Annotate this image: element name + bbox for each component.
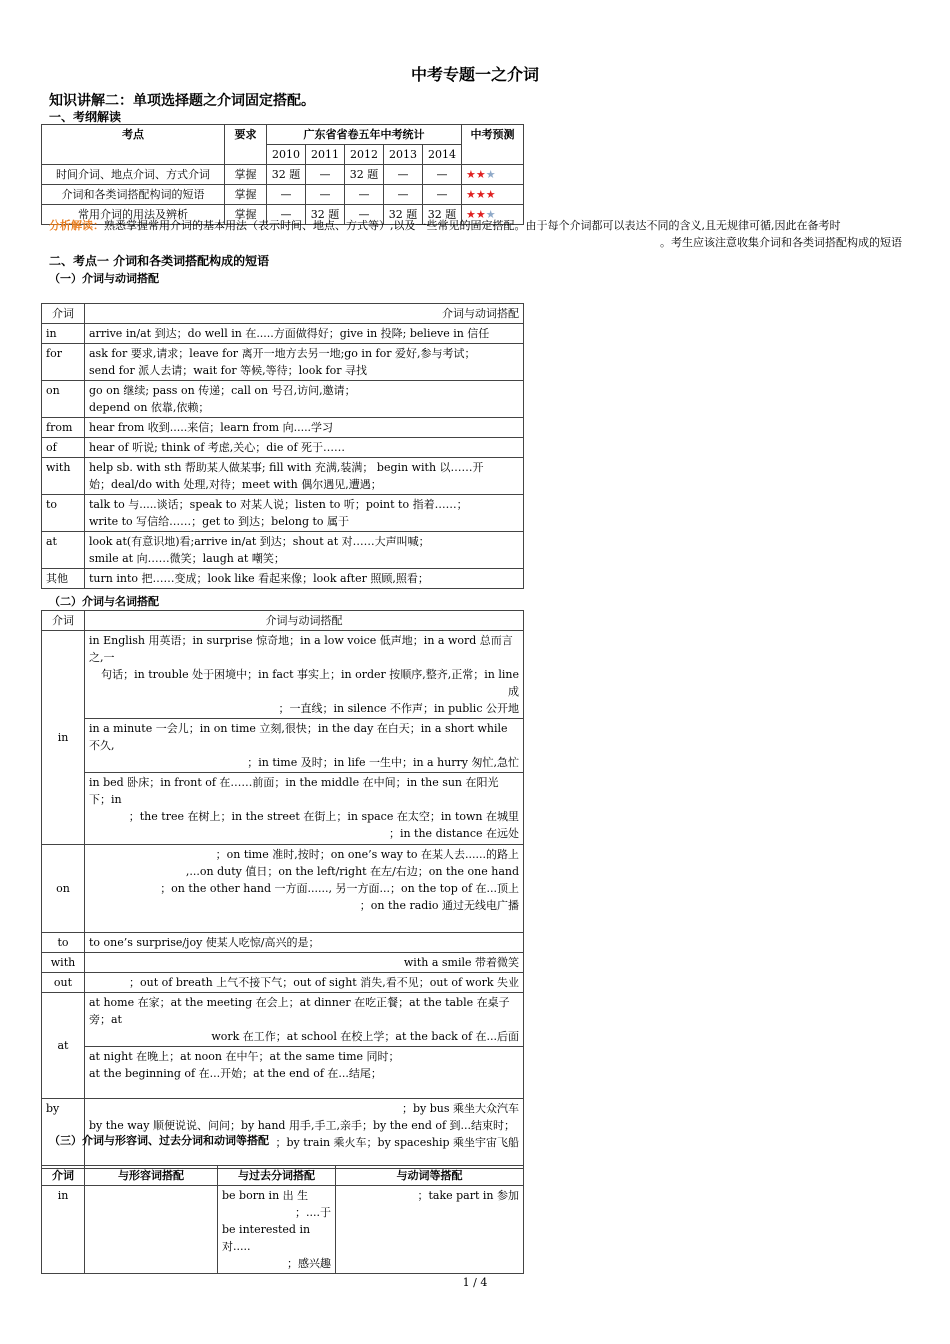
- header-requirement: 要求: [225, 125, 267, 165]
- adj-collocation-table: [41, 1165, 524, 1274]
- header-collocation: 介词与动词搭配: [85, 611, 524, 631]
- table-row: [42, 438, 524, 458]
- collocation-cell: turn into 把……变成；look like 看起来像；look after 照顾,照看；: [85, 569, 524, 589]
- collocation-cell: ；by bus 乘坐大众汽车 by the way 顺便说说、问问；by hand 用手,手工,亲手；by the end of 到...结束时； ；by train 乘火车；by spaceship 乘坐宇宙飞船: [85, 1099, 524, 1169]
- stat-cell: —: [267, 205, 306, 225]
- part2-heading: 二、考点一 介词和各类词搭配构成的短语: [49, 254, 270, 268]
- header-adj: 与形容词搭配: [85, 1166, 218, 1186]
- sub2-heading: （二）介词与名词搭配: [49, 595, 159, 608]
- collocation-cell: look at(有意识地)看;arrive in/at 到达；shout at 对……大声叫喊； smile at 向……微笑；laugh at 嘲笑；: [85, 532, 524, 569]
- stat-cell: 32 题: [384, 205, 423, 225]
- prep-cell: to: [42, 933, 85, 953]
- header-prep: 介词: [42, 304, 85, 324]
- header-prep: 介词: [42, 611, 85, 631]
- prep-cell: from: [42, 418, 85, 438]
- adj-cell: [85, 1186, 218, 1274]
- collocation-cell: hear from 收到.....来信；learn from 向.....学习: [85, 418, 524, 438]
- table-row: [42, 1047, 524, 1099]
- prep-cell: to: [42, 495, 85, 532]
- header-prep: 介词: [42, 1166, 85, 1186]
- table-row: [42, 973, 524, 993]
- stat-cell: 32 题: [267, 165, 306, 185]
- collocation-cell: hear of 听说; think of 考虑,关心；die of 死于……: [85, 438, 524, 458]
- prep-cell: out: [42, 973, 85, 993]
- year-cell: 2014: [423, 145, 462, 165]
- year-cell: 2013: [384, 145, 423, 165]
- collocation-cell: arrive in/at 到达；do well in 在.....方面做得好；give in 投降; believe in 信任: [85, 324, 524, 344]
- point-cell: 介词和各类词搭配构词的短语: [42, 185, 225, 205]
- forecast-stars: [462, 185, 524, 205]
- stat-cell: —: [423, 165, 462, 185]
- header-pp: 与过去分词搭配: [218, 1166, 336, 1186]
- prep-cell: at: [42, 993, 85, 1099]
- prep-cell: with: [42, 953, 85, 973]
- collocation-cell: in bed 卧床；in front of 在……前面；in the middle 在中间；in the sun 在阳光下；in ；the tree 在树上；in the street 在街上；in space 在太空；in town 在城里 ；in the distance 在远处: [85, 773, 524, 845]
- header-collocation: 介词与动词搭配: [85, 304, 524, 324]
- table-row: [42, 569, 524, 589]
- star-icon: ★: [485, 168, 496, 181]
- forecast-stars: [462, 165, 524, 185]
- table-row: [42, 1186, 524, 1274]
- stat-cell: —: [384, 165, 423, 185]
- stat-cell: —: [306, 165, 345, 185]
- prep-cell: by: [42, 1099, 85, 1169]
- analysis-label: 分析解读：: [49, 219, 104, 232]
- table-row: [42, 495, 524, 532]
- collocation-cell: talk to 与.....谈话；speak to 对某人说；listen to 听；point to 指着……； write to 写信给……；get to 到达；belong to 属于: [85, 495, 524, 532]
- req-cell: 掌握: [225, 205, 267, 225]
- star-icon: ★★: [466, 208, 486, 221]
- table-row: [42, 418, 524, 438]
- star-icon: ★: [485, 208, 496, 221]
- collocation-cell: help sb. with sth 帮助某人做某事; fill with 充满,装满； begin with 以……开 始；deal/do with 处理,对待；meet with 偶尔遇见,遭遇；: [85, 458, 524, 495]
- header-stats: 广东省省卷五年中考统计: [267, 125, 462, 145]
- point-cell: 常用介词的用法及辨析: [42, 205, 225, 225]
- table-row: [42, 185, 524, 205]
- prep-cell: 其他: [42, 569, 85, 589]
- stat-cell: 32 题: [345, 165, 384, 185]
- pp-cell: be born in 出 生 ；....于 be interested in 对..... ；感兴趣: [218, 1186, 336, 1274]
- req-cell: 掌握: [225, 185, 267, 205]
- stat-cell: —: [384, 185, 423, 205]
- sub3-heading: （三）介词与形容词、过去分词和动词等搭配: [49, 1134, 269, 1147]
- verb-cell: ；take part in 参加: [336, 1186, 524, 1274]
- year-cell: 2011: [306, 145, 345, 165]
- table-row: [42, 993, 524, 1047]
- collocation-cell: to one’s surprise/joy 使某人吃惊/高兴的是；: [85, 933, 524, 953]
- analysis-text-cont: 。考生应该注意收集介词和各类词搭配构成的短语: [660, 236, 902, 249]
- collocation-cell: ；on time 准时,按时；on one’s way to 在某人去......的路上 ,...on duty 值日；on the left/right 在左/右边；on the one hand ；on the other hand 一方面......, 另一方面...；on the top of 在...顶上 ；on the radio 通过无线电广播: [85, 845, 524, 933]
- table-row: [42, 381, 524, 418]
- collocation-cell: go on 继续; pass on 传递；call on 号召,访问,邀请； depend on 依靠,依赖；: [85, 381, 524, 418]
- table-row: [42, 458, 524, 495]
- collocation-cell: in English 用英语；in surprise 惊奇地；in a low voice 低声地；in a word 总而言之,一 句话；in trouble 处于困境中；in fact 事实上；in order 按顺序,整齐,正常；in line 成 ；一直线；in silence 不作声；in public 公开地: [85, 631, 524, 719]
- analysis-block: [49, 217, 902, 251]
- table-row: [42, 165, 524, 185]
- prep-cell: in: [42, 1186, 85, 1274]
- prep-cell: on: [42, 381, 85, 418]
- table-row: [42, 719, 524, 773]
- sub1-heading: （一）介词与动词搭配: [49, 272, 159, 285]
- stat-cell: —: [306, 185, 345, 205]
- year-cell: 2012: [345, 145, 384, 165]
- stat-cell: —: [345, 185, 384, 205]
- prep-cell: of: [42, 438, 85, 458]
- req-cell: 掌握: [225, 165, 267, 185]
- section-heading: 知识讲解二：单项选择题之介词固定搭配。: [49, 93, 315, 109]
- collocation-cell: at home 在家；at the meeting 在会上；at dinner 在吃正餐；at the table 在桌子旁；at work 在工作；at school 在校上学；at the back of 在...后面: [85, 993, 524, 1047]
- prep-cell: at: [42, 532, 85, 569]
- prep-cell: with: [42, 458, 85, 495]
- collocation-cell: ；out of breath 上气不接下气；out of sight 消失,看不见；out of work 失业: [85, 973, 524, 993]
- page-title: 中考专题一之介词: [410, 65, 539, 84]
- table-row: [42, 532, 524, 569]
- table-row: [42, 953, 524, 973]
- header-verb: 与动词等搭配: [336, 1166, 524, 1186]
- table-row: [42, 344, 524, 381]
- stat-cell: 32 题: [306, 205, 345, 225]
- collocation-cell: ask for 要求,请求；leave for 离开一地方去另一地;go in for 爱好,参与考试； send for 派人去请；wait for 等候,等待；look for 寻找: [85, 344, 524, 381]
- stat-cell: —: [423, 185, 462, 205]
- table-row: [42, 933, 524, 953]
- table-row: [42, 324, 524, 344]
- page-number: 1 / 4: [462, 1276, 488, 1289]
- star-icon: ★★★: [466, 188, 496, 201]
- prep-cell: on: [42, 845, 85, 933]
- star-icon: ★★: [466, 168, 486, 181]
- prep-cell: in: [42, 324, 85, 344]
- verb-collocation-table: [41, 303, 524, 589]
- year-cell: 2010: [267, 145, 306, 165]
- table-row: [42, 631, 524, 719]
- header-point: 考点: [42, 125, 225, 165]
- stat-cell: —: [267, 185, 306, 205]
- analysis-text: 熟悉掌握常用介词的基本用法（表示时间、地点、方式等）,以及一些常见的固定搭配。由于每个介词都可以表达不同的含义,且无规律可循,因此在备考时: [104, 219, 841, 232]
- collocation-cell: in a minute 一会儿；in on time 立刻,很快；in the day 在白天；in a short while 不久, ；in time 及时；in life 一生中；in a hurry 匆忙,急忙: [85, 719, 524, 773]
- table-row: [42, 845, 524, 933]
- header-forecast: 中考预测: [462, 125, 524, 165]
- point-cell: 时间介词、地点介词、方式介词: [42, 165, 225, 185]
- outline-heading: 一、考纲解读: [49, 110, 122, 124]
- outline-table: [41, 124, 524, 225]
- collocation-cell: with a smile 带着微笑: [85, 953, 524, 973]
- table-row: [42, 773, 524, 845]
- stat-cell: 32 题: [423, 205, 462, 225]
- prep-cell: in: [42, 631, 85, 845]
- prep-cell: for: [42, 344, 85, 381]
- collocation-cell: at night 在晚上；at noon 在中午；at the same time 同时； at the beginning of 在...开始；at the end of 在...结尾；: [85, 1047, 524, 1099]
- noun-collocation-table: [41, 610, 524, 1169]
- stat-cell: —: [345, 205, 384, 225]
